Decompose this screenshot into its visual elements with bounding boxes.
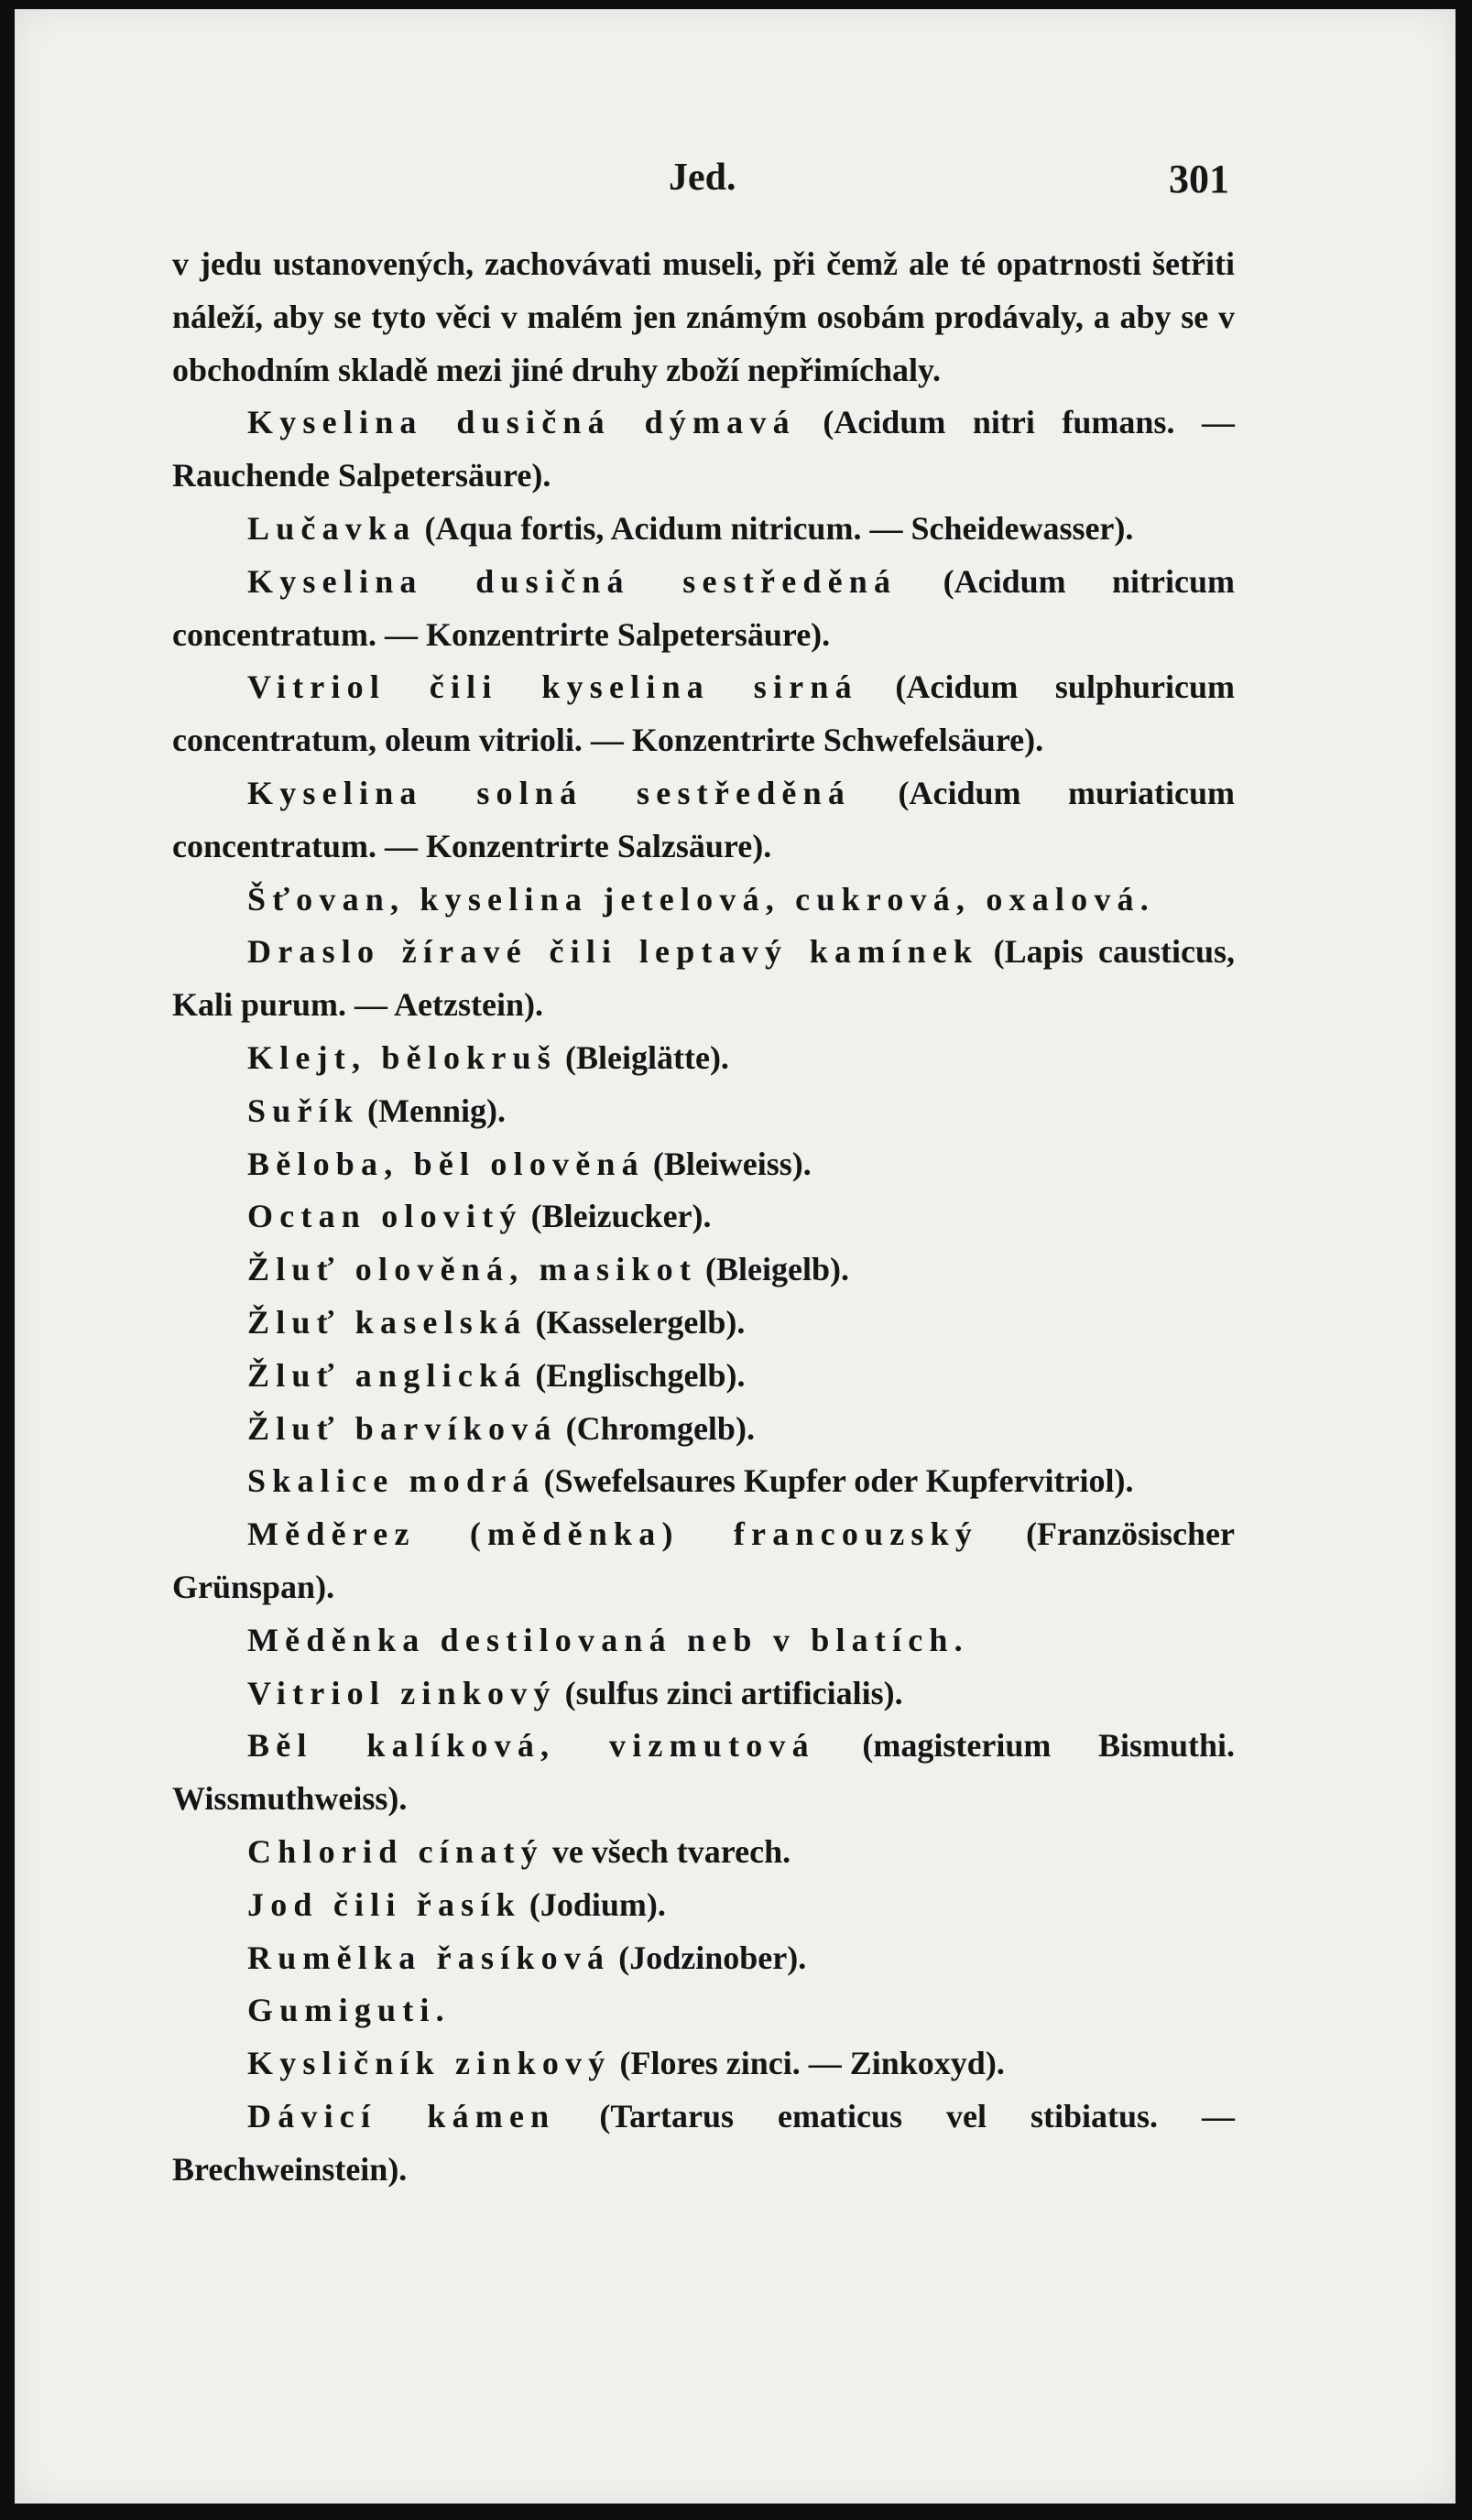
- entry-term: Žluť olověná, masikot: [247, 1251, 698, 1288]
- entry-description: (magisterium Bismuthi. Wissmuthweiss).: [172, 1727, 1235, 1818]
- entry-term: Běl kalíková, vizmutová: [247, 1727, 815, 1765]
- paragraph: [172, 1190, 1235, 1244]
- entry-term: Měděrez (měděnka) francouzský: [247, 1515, 979, 1553]
- entry-term: Žluť kaselská: [247, 1303, 528, 1341]
- entry-term: Suřík: [247, 1092, 360, 1129]
- paragraph: [172, 1138, 1235, 1191]
- entry-description: (Swefelsaures Kupfer oder Kupfervitriol).: [535, 1462, 1134, 1500]
- entry-description: ve všech tvarech.: [543, 1832, 791, 1870]
- paragraph: [172, 1984, 1235, 2037]
- paragraph: [172, 874, 1235, 927]
- entry-term: Kyselina solná sestředěná: [247, 774, 852, 811]
- entry-term: Měděnka destilovaná neb v blatích.: [247, 1621, 969, 1658]
- paragraph-text: v jedu ustanovených, zachovávati museli, při čemž ale té opatrnosti šetřiti náleží, aby se tyto věci v malém jen známým osobám prodávaly, a aby se v obchodním skladě mezi jiné druhy zboží nepřimíchaly.: [172, 245, 1235, 388]
- entry-term: Chlorid cínatý: [247, 1832, 544, 1870]
- paragraph: [172, 1720, 1235, 1826]
- paragraph: [172, 1032, 1235, 1085]
- entry-term: Dávicí kámen: [247, 2097, 556, 2134]
- entry-description: (Acidum nitri fumans. — Rauchende Salpetersäure).: [172, 404, 1235, 494]
- paragraph: [172, 396, 1235, 503]
- entry-term: Kyselina dusičná dýmavá: [247, 404, 796, 441]
- paragraph: [172, 1614, 1235, 1667]
- entry-term: Gumiguti.: [247, 1992, 451, 2029]
- entry-term: Octan olovitý: [247, 1198, 523, 1235]
- entry-term: Vitriol čili kyselina sirná: [247, 668, 858, 706]
- entry-description: (Französischer Grünspan).: [172, 1515, 1236, 1605]
- paragraph: [172, 1297, 1235, 1350]
- paragraph: [172, 1244, 1235, 1297]
- entry-term: Draslo žíravé čili leptavý kamínek: [247, 933, 979, 971]
- paragraph: [172, 926, 1235, 1032]
- running-head: Jed.: [669, 157, 736, 199]
- entry-description: (Flores zinci. — Zinkoxyd).: [611, 2045, 1005, 2082]
- entry-term: Žluť anglická: [247, 1356, 528, 1394]
- entry-term: Kyselina dusičná sestředěná: [247, 562, 898, 600]
- paragraph: [172, 1350, 1235, 1403]
- paragraph: [172, 767, 1235, 874]
- entry-term: Běloba, běl olověná: [247, 1145, 645, 1182]
- entry-description: (Chromgelb).: [557, 1409, 755, 1447]
- entry-description: (Acidum nitricum concentratum. — Konzentrirte Salpetersäure).: [172, 562, 1236, 653]
- paragraph: [172, 1508, 1235, 1614]
- paragraph: [172, 1455, 1235, 1508]
- entry-term: Rumělka řasíková: [247, 1939, 611, 1976]
- entry-description: (Acidum muriaticum concentratum. — Konzentrirte Salzsäure).: [172, 774, 1236, 864]
- body-text: [172, 238, 1235, 2196]
- entry-description: (Aqua fortis, Acidum nitricum. — Scheidewasser).: [416, 509, 1134, 547]
- page-number: 301: [1169, 157, 1229, 201]
- entry-description: (Kasselergelb).: [527, 1303, 746, 1341]
- entry-description: (Tartarus ematicus vel stibiatus. — Brechweinstein).: [172, 2097, 1236, 2188]
- entry-description: (Englischgelb).: [527, 1356, 746, 1394]
- paragraph: [172, 1085, 1235, 1138]
- entry-term: Jod čili řasík: [247, 1885, 521, 1923]
- entry-term: Vitriol zinkový: [247, 1674, 557, 1711]
- entry-term: Skalice modrá: [247, 1462, 536, 1500]
- entry-term: Kysličník zinkový: [247, 2045, 612, 2082]
- entry-description: (Bleizucker).: [522, 1198, 712, 1235]
- book-page: [15, 9, 1456, 2504]
- paragraph: [172, 1403, 1235, 1456]
- entry-description: (Acidum sulphuricum concentratum, oleum vitrioli. — Konzentrirte Schwefelsäure).: [172, 668, 1235, 759]
- entry-description: (Bleiglätte).: [557, 1038, 729, 1076]
- entry-description: (Jodium).: [520, 1885, 666, 1923]
- paragraph: [172, 1667, 1235, 1721]
- entry-description: (Jodzinober).: [610, 1939, 807, 1976]
- entry-description: (sulfus zinci artificialis).: [556, 1674, 903, 1711]
- paragraph: [172, 1826, 1235, 1879]
- paragraph: [172, 503, 1235, 556]
- entry-term: Lučavka: [247, 509, 417, 547]
- paragraph: [172, 556, 1235, 662]
- paragraph: [172, 1932, 1235, 1985]
- entry-description: (Mennig).: [359, 1092, 507, 1129]
- paragraph: [172, 1879, 1235, 1932]
- paragraph: [172, 2091, 1235, 2197]
- page-header: [15, 156, 1456, 211]
- entry-term: Klejt, bělokruš: [247, 1038, 557, 1076]
- entry-description: (Lapis causticus, Kali purum. — Aetzstein).: [172, 933, 1236, 1024]
- entry-description: (Bleiweiss).: [644, 1145, 812, 1182]
- paragraph: [172, 2037, 1235, 2091]
- paragraph: [172, 238, 1235, 396]
- paragraph: [172, 661, 1235, 767]
- entry-description: (Bleigelb).: [697, 1251, 849, 1288]
- entry-term: Šťovan, kyselina jetelová, cukrová, oxalová.: [247, 880, 1155, 918]
- entry-term: Žluť barvíková: [247, 1409, 558, 1447]
